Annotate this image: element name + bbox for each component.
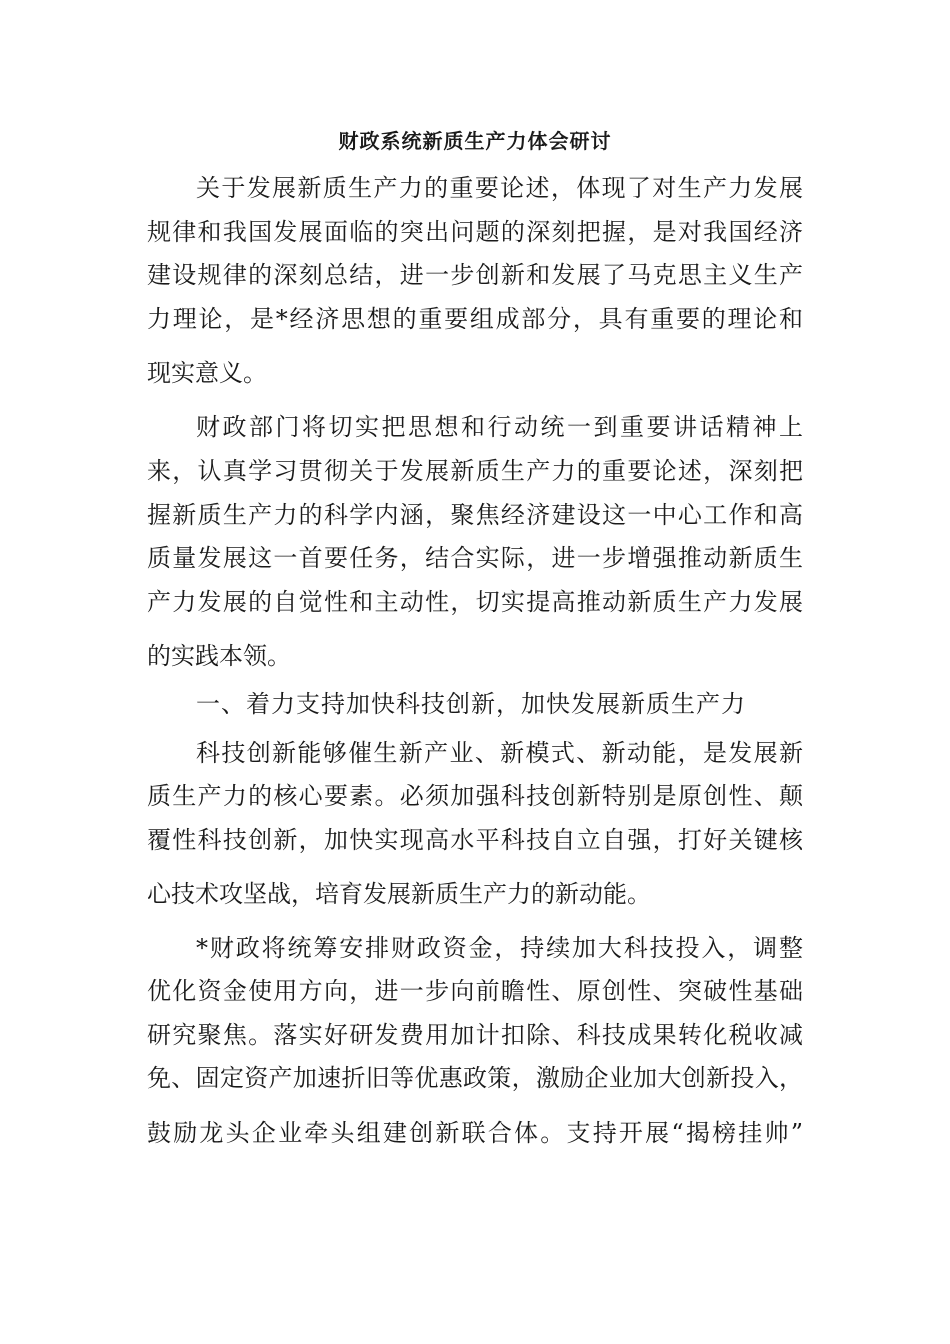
text-line: 建设规律的深刻总结，进一步创新和发展了马克思主义生产 [147,261,803,289]
text-line: 研究聚焦。落实好研发费用加计扣除、科技成果转化税收减 [147,1021,803,1049]
text-line: 质量发展这一首要任务，结合实际，进一步增强推动新质生 [147,544,803,572]
text-line: 财政部门将切实把思想和行动统一到重要讲话精神上 [196,413,803,441]
text-line: 免、固定资产加速折旧等优惠政策，激励企业加大创新投入， [147,1064,803,1092]
section-heading: 一、着力支持加快科技创新，加快发展新质生产力 [196,690,746,718]
text-line: 覆性科技创新，加快实现高水平科技自立自强，打好关键核 [147,826,803,854]
text-line: 科技创新能够催生新产业、新模式、新动能，是发展新 [196,739,803,767]
text-line: 关于发展新质生产力的重要论述，体现了对生产力发展 [196,174,803,202]
text-line: 来，认真学习贯彻关于发展新质生产力的重要论述，深刻把 [147,457,803,485]
text-line: *财政将统筹安排财政资金，持续加大科技投入，调整 [196,934,803,962]
text-line: 握新质生产力的科学内涵，聚焦经济建设这一中心工作和高 [147,501,803,529]
text-line: 鼓励龙头企业牵头组建创新联合体。支持开展“揭榜挂帅” [147,1119,803,1147]
text-line: 现实意义。 [147,359,267,387]
text-line: 心技术攻坚战，培育发展新质生产力的新动能。 [147,880,651,908]
text-line: 的实践本领。 [147,642,291,670]
text-line: 力理论，是*经济思想的重要组成部分，具有重要的理论和 [147,305,803,333]
document-title: 财政系统新质生产力体会研讨 [338,129,612,153]
text-line: 规律和我国发展面临的突出问题的深刻把握，是对我国经济 [147,218,803,246]
text-line: 质生产力的核心要素。必须加强科技创新特别是原创性、颠 [147,782,803,810]
text-line: 产力发展的自觉性和主动性，切实提高推动新质生产力发展 [147,588,803,616]
text-line: 优化资金使用方向，进一步向前瞻性、原创性、突破性基础 [147,977,803,1005]
